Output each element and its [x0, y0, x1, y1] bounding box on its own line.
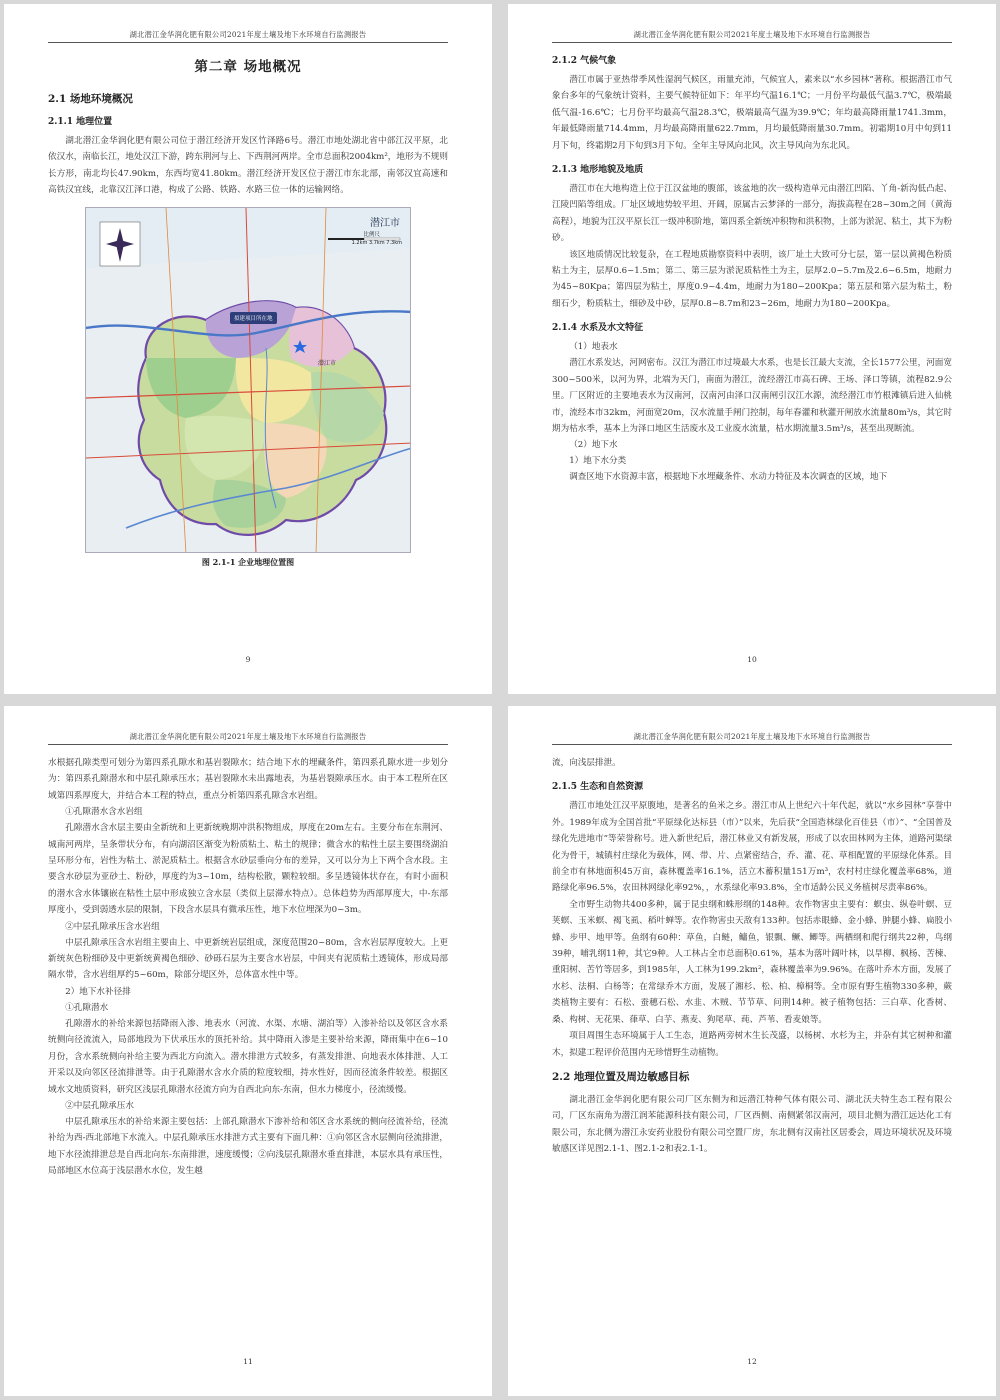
paragraph: 湖北潜江金华润化肥有限公司位于潜江经济开发区竹泽路6号。潜江市地处湖北省中部江汉平原，北依汉水，南临长江，地处汉江下游，跨东荆河与上、下西荆河两岸。全市总面积2004km²，地形为不规则长方形，南北均长47.90km，东西均宽41.80km。潜江经济开发区位于潜江市东北部，南邻汉宜高速和高铁汉宜线，北靠汉江泽口港，构成了公路、铁路、水路三位一体的运输网络。 [48, 136, 448, 196]
map-scale-values: 1.2km 3.7km 7.3km [351, 239, 402, 246]
list-heading: ①孔隙潜水含水岩组 [65, 807, 143, 818]
paragraph: 潜江水系发达，河网密布。汉江为潜江市过境最大水系，也是长江最大支流，全长1577公里，河面宽300~500米，以河为界，北端为天门，南面为潜江，流经潜江市高石碑、王场、泽口等镇，流程82.9公里。厂区附近的主要地表水为汉南河，汉南河由泽口汉南闸引汉江水源，流经潜江市竹根滩镇后进入仙桃市，流经本市32km，河面宽20m，汉水流量手闸门控制，每年春灌和秋灌开闸放水流量80m³/s，其它时期为枯水季，基本上为泽口地区生活废水及工业废水流量，枯水期流量3.5m³/s，甚至出现断流。 [552, 358, 952, 434]
section-heading: 2.2 地理位置及周边敏感目标 [552, 1070, 690, 1083]
paragraph: 水根据孔隙类型可划分为第四系孔隙水和基岩裂隙水；结合地下水的埋藏条件，第四系孔隙水进一步划分为：第四系孔隙潜水和中层孔隙承压水；基岩裂隙水未出露地表，为基岩裂隙承压水。由于本工程所在区域第四系厚度大，并结合本工程的特点，重点分析第四系孔隙含水岩组。 [48, 758, 448, 801]
paragraph: 孔隙潜水含水层主要由全新统和上更新统晚期冲洪积物组成，厚度在20m左右。主要分布在东荆河、城南河两岸，呈条带状分布，有向湖沼区渐变为粉质粘土、粘土的规律；微含水的粘性土层主要围绕湖泊呈环形分布，岩性为粘土、淤泥质粘土。根据含水砂层垂向分布的差异，又可以分为上下两个含水段。主要含水砂层为亚砂土、粉砂，厚度约为3~10m，结构松散，颗粒较细。多呈透镜体状存在，有时小面积的潜水含水体镶嵌在粘性土层中形成独立含水层（类似上层滞水特点）。总体趋势为西部厚度大，中-东部厚度小，受到弱透水层的限制，下段含水层具有微承压性，地下水位埋深为0~3m。 [48, 823, 448, 916]
page-number: 12 [747, 1357, 757, 1366]
paragraph: 流，向浅层排泄。 [552, 758, 621, 768]
paragraph: 该区地质情况比较复杂，在工程地质勘察资料中表明，该厂址土大致可分七层，第一层以黄褐色粉质粘土为主，层厚0.6~1.5m；第二、第三层为淤泥质粘性土为主，层厚2.0~5.7m及2.6~6.5m，地耐力为45~80Kpa；第四层为粘土，厚度0.9~4.4m，地耐力为180~200Kpa；第五层和第六层为粘土，粉细石少，粉质粘土，细砂及中砂，层厚0.8~8.7m和23~26m，地耐力为180~200Kpa。 [552, 249, 952, 309]
map-city-label: 潜江市 [318, 359, 337, 367]
list-heading: ①孔隙潜水 [65, 1002, 109, 1013]
map-title: 潜江市 [370, 217, 400, 229]
paragraph: 全市野生动物共400多种，属于昆虫纲和蛛形纲的148种。农作物害虫主要有：螟虫、纵卷叶螟、豆荚螟、玉米螟、褐飞虱、稻叶蝉等。农作物害虫天敌有133种。包括赤眼蜂、金小蜂、肿腿小蜂、扁股小蜂、步甲、地甲等。鱼纲有60种：草鱼，白鲢，鳙鱼，银飘、鳜、鲫等。两栖纲和爬行纲共22种，鸟纲39种，哺乳纲11种，其它9种。人工林占全市总面积0.61%，基本为落叶阔叶林，以旱柳、枫杨、苦楝、重阳树、苦竹等居多，到1985年，人工林为199.2km²，森林覆盖率为9.96%。在落叶乔木方面，发展了水杉、法桐、白杨等；在常绿乔木方面，发展了湘杉、松、柏、樟桐等。全市原有野生植物330多种，蕨类植物主要有：石松、蚕穗石松、水韭、木贼、节节草、问荆14种。被子植物包括：三白草、化香树、桑、构树、无花果、葎草、白芋、燕麦、狗尾草、莼、芦苇、看麦娘等。 [552, 899, 952, 1025]
figure-caption: 图 2.1-1 企业地理位置图 [201, 556, 295, 567]
paragraph: 潜江市地处江汉平原腹地，是著名的鱼米之乡。潜江市从上世纪六十年代起，就以“水乡园林”享誉中外。1989年成为全国首批“平原绿化达标县（市）”以来，先后获“全国造林绿化百佳县（市）”、“全国普及绿化先进地市”等荣誉称号。进入新世纪后，潜江林业又有新发展，形成了以农田林网为主体，道路河渠绿化为骨干，城镇村庄绿化为载体，网、带、片、点紧密结合，乔、灌、花、草相配置的平原绿化体系。目前全市有林地面积45万亩，森林覆盖率16.1%，活立木蓄积量151万m³，农村村庄绿化覆盖率68%，道路绿化率96.5%，农田林网绿化率92%，，水系绿化率93.8%，全市适龄公民义务植树尽责率86%。 [552, 801, 952, 894]
list-heading: 1）地下水分类 [569, 456, 627, 467]
page-number: 9 [245, 655, 251, 664]
paragraph: 中层孔隙承压含水岩组主要由上、中更新统岩层组成，深度范围20~80m，含水岩层厚度较大。上更新统灰色粉细砂及中更新统黄褐色细砂、砂砾石层为主要含水岩层，中间夹有泥质粘土透镜体，形成局部隔水带，含水岩组厚约5~60m，除部分堤区外，总体富水性中等。 [48, 937, 448, 981]
list-heading: （1）地表水 [569, 342, 618, 353]
running-header: 湖北潜江金华润化肥有限公司2021年度土壤及地下水环境自行监测报告 [48, 30, 448, 43]
page-9 [4, 4, 492, 694]
page-10 [508, 4, 996, 694]
list-heading: ②中层孔隙承压水 [65, 1100, 134, 1111]
paragraph: 项目周围生态环境属于人工生态，道路两旁树木生长茂盛，以杨树、水杉为主，并杂有其它树种和灌木，拟建工程评价范围内无珍惜野生动植物。 [552, 1031, 952, 1058]
list-heading: 2）地下水补径排 [65, 986, 131, 997]
map-graphic [86, 208, 411, 553]
paragraph: 潜江市属于亚热带季风性湿润气候区，雨量充沛，气候宜人，素来以“水乡园林”著称。根据潜江市气象台多年的气象统计资料，主要气候特征如下：年平均气温16.1℃；一月份平均最低气温3.7℃，极端最低气温-16.6℃；七月份平均最高气温28.3℃，极端最高气温为39.9℃；年均最高降雨量1741.3mm，年最低降雨量714.4mm，月均最高降雨量622.7mm，月均最低降雨量30.7mm。初霜期10月中旬到11月下旬，终霜期2月下旬到3月下旬。全年主导风向北风，次主导风向为东北风。 [552, 75, 952, 151]
subsection-heading: 2.1.3 地形地貌及地质 [552, 165, 644, 176]
running-header: 湖北潜江金华润化肥有限公司2021年度土壤及地下水环境自行监测报告 [48, 732, 448, 745]
page-11 [4, 706, 492, 1396]
subsection-heading: 2.1.5 生态和自然资源 [552, 782, 644, 793]
page-number: 10 [747, 655, 757, 664]
map-pin-label: 拟建项目所在地 [230, 312, 277, 324]
paragraph: 调查区地下水资源丰富，根据地下水埋藏条件、水动力特征及本次调查的区域，地下 [569, 472, 888, 483]
chapter-title: 第二章 场地概况 [194, 59, 302, 75]
subsection-heading: 2.1.2 气候气象 [552, 56, 617, 66]
subsection-heading: 2.1.4 水系及水文特征 [552, 323, 644, 334]
running-header: 湖北潜江金华润化肥有限公司2021年度土壤及地下水环境自行监测报告 [552, 30, 952, 43]
subsection-heading: 2.1.1 地理位置 [48, 117, 113, 127]
location-map [85, 207, 411, 553]
map-scale-label: 比例尺 [363, 231, 380, 238]
paragraph: 潜江市在大地构造上位于江汉盆地的腹部，该盆地的次一级构造单元由潜江凹陷、丫角-新沟低凸起、江陵凹陷等组成。厂址区域地势较平坦、开阔，原属古云梦泽的一部分，海拔高程在28~30m之间（黄海高程），地貌为江汉平原长江一级冲积阶地，第四系全新统冲积物和洪积物，上部为淤泥、粘土，其下为粉砂。 [552, 184, 952, 244]
paragraph: 孔隙潜水的补给来源包括降雨入渗、地表水（河流、水渠、水塘、湖泊等）入渗补给以及邻区含水系统侧向径流流入，局部地段为下伏承压水的顶托补给。其中降雨入渗是主要补给来源，降雨集中在6~10月份，含水系统侧向补给主要为西北方向流入。潜水排泄方式较多，有蒸发排泄、向地表水体排泄、人工开采以及向邻区径流排泄等。由于孔隙潜水含水介质的粒度较细，持水性好，因而径流条件较差。根据区域水文地质资料，研究区浅层孔隙潜水径流方向为自西北向东-东南，但水力梯度小，径流缓慢。 [48, 1018, 448, 1095]
paragraph: 中层孔隙承压水的补给来源主要包括：上部孔隙潜水下渗补给和邻区含水系统的侧向径流补给，径流补给为西-西北部地下水流入。中层孔隙承压水排泄方式主要有下面几种：①向邻区含水层侧向径流排泄，地下水径流排泄总是自西北向东-东南排泄，速度缓慢；②向浅层孔隙潜水垂直排泄，本层水具有承压性，局部地区水位高于浅层潜水水位，发生越 [48, 1116, 448, 1177]
page-number: 11 [243, 1357, 253, 1366]
list-heading: ②中层孔隙承压含水岩组 [65, 921, 160, 932]
running-header: 湖北潜江金华润化肥有限公司2021年度土壤及地下水环境自行监测报告 [552, 732, 952, 745]
section-heading: 2.1 场地环境概况 [48, 93, 133, 105]
page-12 [508, 706, 996, 1396]
list-heading: （2）地下水 [569, 440, 618, 451]
paragraph: 湖北潜江金华润化肥有限公司厂区东侧为和远潜江特种气体有限公司、湖北沃夫特生态工程有限公司，厂区东南角为潜江润苯能源科技有限公司，厂区西侧、南侧紧邻汉南河，项目北侧为潜江远达化工有限公司，东北侧为潜江永安药业股份有限公司空置厂房，东北侧有汉南社区居委会，周边环境状况及环境敏感区详见图2.1-1、图2.1-2和表2.1-1。 [552, 1094, 952, 1155]
